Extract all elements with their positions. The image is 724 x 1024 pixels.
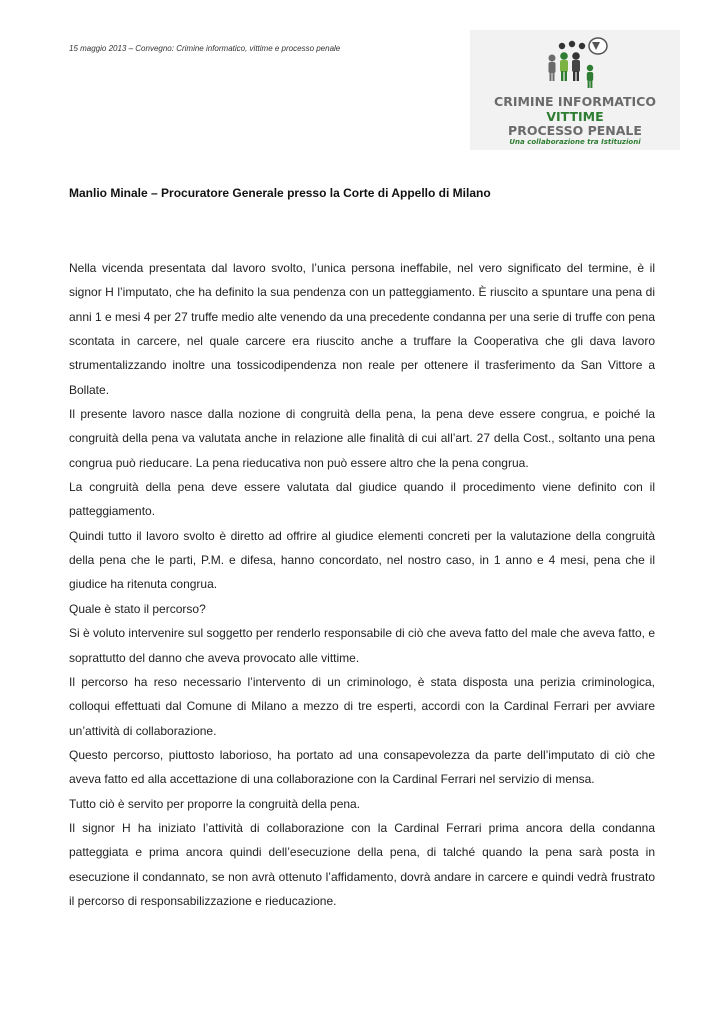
paragraph: Il percorso ha reso necessario l’intervento di un criminologo, è stata disposta una perizia criminologica, colloqui effettuati dal Comune di Milano a mezzo di tre esperti, accordi con la Cardinal Ferrari per avviare un’attività di collaborazione. (69, 674, 655, 738)
running-header: 15 maggio 2013 – Convegno: Crimine informatico, vittime e processo penale (69, 44, 341, 53)
paragraph: Il signor H ha iniziato l’attività di collaborazione con la Cardinal Ferrari prima ancora della condanna patteggiata e prima ancora quindi dell’esecuzione della pena, di talché quando la pena sarà posta in esecuzione il condannato, se non avrà ottenuto l’affidamento, dovrà andare in carcere e quindi vedrà frustrato il percorso di responsabilizzazione e rieducazione. (69, 820, 655, 908)
paragraph: Il presente lavoro nasce dalla nozione di congruità della pena, la pena deve essere congrua, e poiché la congruità della pena va valutata anche in relazione alle finalità di cui all’art. 27 della Cost., soltanto una pena congrua può rieducare. La pena rieducativa non può essere altro che la pena congrua. (69, 407, 655, 470)
logo-line-crimine: CRIMINE INFORMATICO (494, 94, 656, 109)
author-heading: Manlio Minale – Procuratore Generale presso la Corte di Appello di Milano (69, 186, 491, 200)
logo-line-processo: PROCESSO PENALE (508, 123, 642, 138)
paragraph: Si è voluto intervenire sul soggetto per renderlo responsabile di ciò che aveva fatto del male che aveva fatto, e soprattutto del danno che aveva provocato alle vittime. (69, 626, 655, 665)
document-body (69, 256, 655, 913)
paragraph: Questo percorso, piuttosto laborioso, ha portato ad una consapevolezza da parte dell’imputato di ciò che aveva fatto ed alla accettazione di una collaborazione con la Cardinal Ferrari nel servizio di mensa. (69, 747, 655, 787)
logo-tagline: Una collaborazione tra Istituzioni (509, 138, 641, 146)
paragraph: La congruità della pena deve essere valutata dal giudice quando il procedimento viene definito con il patteggiamento. (69, 480, 655, 519)
paragraph: Nella vicenda presentata dal lavoro svolto, l’unica persona ineffabile, nel vero significato del termine, è il signor H l’imputato, che ha definito la sua pendenza con un patteggiamento. È riuscito a spuntare una pena di anni 1 e mesi 4 per 27 truffe medio alte venendo da una precedente condanna per una serie di truffe con pena scontata in carcere, nel quale carcere era riuscito anche a truffare la Cooperativa che gli dava lavoro strumentalizzando inoltre una tossicodipendenza non reale per ottenere il trasferimento da San Vittore a Bollate. (69, 261, 655, 397)
logo-line-vittime: VITTIME (546, 109, 604, 124)
paragraph: Tutto ciò è servito per proporre la congruità della pena. (69, 796, 361, 811)
paragraph: Quindi tutto il lavoro svolto è diretto ad offrire al giudice elementi concreti per la valutazione della congruità della pena che le parti, P.M. e difesa, hanno concordato, nel nostro caso, in 1 anno e 4 mesi, pena che il giudice ha ritenuta congrua. (69, 528, 655, 592)
paragraph: Quale è stato il percorso? (69, 601, 206, 616)
people-icon (540, 34, 612, 92)
conference-logo (470, 30, 680, 150)
